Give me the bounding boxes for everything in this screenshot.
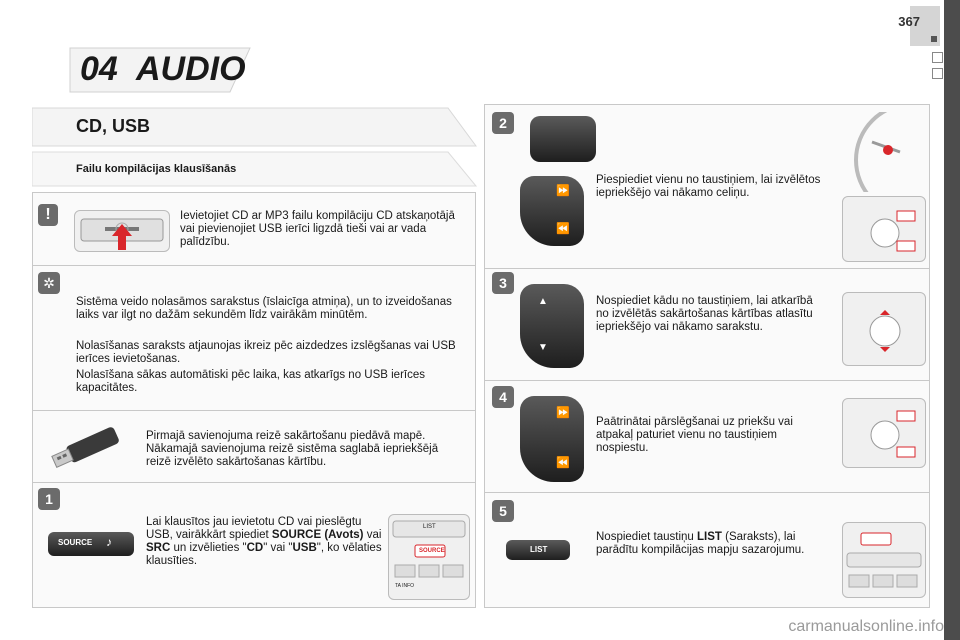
note-icon: ♪ [106, 535, 112, 549]
usb-text: Pirmajā savienojuma reizē sakārtošanu piedāvā mapē. Nākamajā savienojuma reizē sistēma saglabā iepriekšējā reizē izvēlēto sakārtošanas kārtību. [146, 430, 439, 468]
chapter-marker-1 [932, 52, 943, 63]
control-panel-illustration [842, 196, 926, 262]
insert-arrow-icon [110, 222, 134, 252]
page-number: 367 [898, 14, 920, 29]
fast-forward-icon: ⏩ [556, 407, 570, 419]
step-3-badge: 3 [492, 272, 514, 294]
steering-wheel-illustration [842, 112, 926, 192]
footer-watermark: carmanualsonline.info [788, 618, 944, 635]
tip-paragraph-1: Sistēma veido nolasāmos sarakstus (īslaicīga atmiņa), un to izveidošanas laiks var ilgt no dažām sekundēm līdz vairākām minūtēm. [76, 296, 452, 321]
step-1-badge: 1 [38, 488, 60, 510]
tip-sun-icon: ✲ [38, 272, 60, 294]
tip-paragraph-3: Nolasīšana sākas automātiski pēc laika, kas atkarīgs no USB ierīces kapacitātes. [76, 369, 425, 394]
divider [32, 410, 476, 411]
warning-text: Ievietojiet CD ar MP3 failu kompilāciju CD atskaņotājā vai pievienojiet USB ierīci ligzdā tieši vai ar vada palīdzību. [180, 210, 455, 248]
step-5-text: Nospiediet taustiņu LIST (Saraksts), lai parādītu kompilācijas mapju sazarojumu. [596, 531, 805, 556]
control-panel-illustration [842, 292, 926, 366]
divider [32, 482, 476, 483]
panel-list-illustration [842, 522, 926, 598]
steering-wheel-key-illustration [530, 116, 596, 162]
tip-paragraph-2: Nolasīšanas saraksts atjaunojas ikreiz pēc aizdedzes izslēgšanas vai USB ierīces ievietošanas. [76, 340, 456, 365]
down-arrow-icon: ▼ [538, 342, 548, 353]
chapter-number: 04 [80, 50, 118, 88]
device-list-label: LIST [423, 524, 436, 530]
divider [32, 265, 476, 266]
source-key-label: SOURCE [58, 538, 93, 547]
step-2-text: Piespiediet vienu no taustiņiem, lai izvēlētos iepriekšējo vai nākamo celiņu. [596, 174, 821, 199]
previous-track-icon: ⏪ [556, 223, 570, 235]
step-5-badge: 5 [492, 500, 514, 522]
divider [484, 380, 930, 381]
step-2-badge: 2 [492, 112, 514, 134]
next-track-icon: ⏩ [556, 185, 570, 197]
list-key-label: LIST [530, 545, 548, 554]
chapter-sidebar [944, 0, 960, 640]
chapter-title: AUDIO [136, 50, 246, 88]
usb-stick-illustration [48, 426, 128, 472]
list-keys-illustration [520, 284, 584, 368]
divider [484, 492, 930, 493]
panel-source-illustration [388, 514, 470, 600]
seek-keys-illustration [520, 396, 584, 482]
source-key-illustration [48, 532, 134, 556]
list-key-illustration [506, 540, 570, 560]
control-panel-illustration [842, 398, 926, 468]
step-4-badge: 4 [492, 386, 514, 408]
divider [484, 268, 930, 269]
device-tamb-label: TA INFO [395, 583, 415, 589]
subsection-title: Failu kompilācijas klausīšanās [76, 163, 237, 175]
step-3-text: Nospiediet kādu no taustiņiem, lai atkarībā no izvēlētās sakārtošanas kārtības atlasītu iepriekšējo vai nākamo sarakstu. [596, 295, 813, 333]
chapter-marker-2 [932, 68, 943, 79]
section-title: CD, USB [76, 116, 151, 136]
step-4-text: Paātrinātai pārslēgšanai uz priekšu vai atpakaļ paturiet vienu no taustiņiem nospiestu. [596, 416, 793, 454]
up-arrow-icon: ▲ [538, 296, 548, 307]
device-source-label: SOURCE [419, 548, 445, 554]
seek-keys-illustration [520, 176, 584, 246]
warning-icon: ! [38, 204, 58, 226]
page-tab-marker [931, 36, 937, 42]
step-1-text: Lai klausītos jau ievietotu CD vai pieslēgtu USB, vairākkārt spiediet SOURCE (Avots) vai SRC un izvēlieties "CD" vai "USB", ko vēlaties klausīties. [146, 516, 382, 567]
rewind-icon: ⏪ [556, 457, 570, 469]
